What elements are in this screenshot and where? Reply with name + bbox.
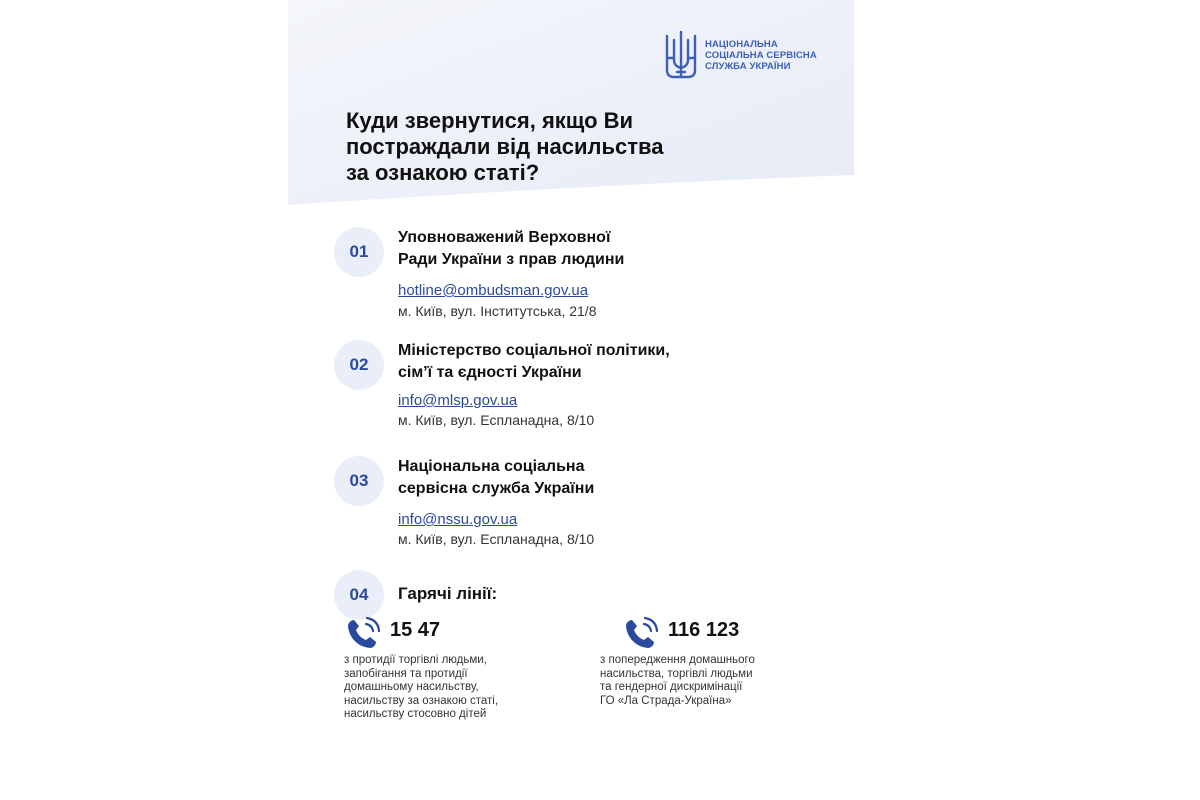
phone-ringing-icon (344, 614, 384, 652)
trident-emblem-icon (664, 30, 698, 82)
item-number-badge: 02 (334, 340, 384, 390)
logo-line: СОЦІАЛЬНА СЕРВІСНА (705, 50, 817, 61)
logo-text (705, 39, 817, 72)
address-text: м. Київ, вул. Інститутська, 21/8 (398, 303, 597, 319)
organization-name (398, 340, 818, 384)
description-line: насильству за ознакою статі, (344, 694, 499, 707)
email-link[interactable]: info@nssu.gov.ua (398, 511, 518, 528)
hotline-description (344, 654, 498, 722)
title-line: Куди звернутися, якщо Ви (346, 108, 634, 133)
description-line: з попередження домашнього (600, 654, 755, 666)
title-line: постраждали від насильства (346, 134, 664, 159)
info-poster (288, 0, 854, 800)
hotline-description (600, 654, 755, 708)
item-number-badge: 03 (334, 456, 384, 506)
page-title (346, 108, 766, 186)
item-number-badge: 01 (334, 227, 384, 277)
description-line: насильства, торгівлі людьми (600, 667, 753, 680)
organization-line: сервісна служба України (398, 480, 595, 497)
organization-line: Міністерство соціальної політики, (398, 342, 670, 359)
organization-name (398, 456, 818, 500)
address-text: м. Київ, вул. Еспланадна, 8/10 (398, 412, 595, 428)
organization-line: Уповноважений Верховної (398, 229, 611, 246)
description-line: ГО «Ла Страда-Україна» (600, 694, 732, 707)
hotline-number[interactable]: 15 47 (390, 619, 441, 641)
organization-name (398, 227, 818, 271)
description-line: домашньому насильству, (344, 681, 479, 693)
logo-line: НАЦІОНАЛЬНА (705, 39, 778, 50)
title-line: за ознакою статі? (346, 160, 540, 185)
hotline-116123 (600, 614, 840, 724)
logo-line: СЛУЖБА УКРАЇНИ (705, 61, 791, 72)
address-text: м. Київ, вул. Еспланадна, 8/10 (398, 531, 595, 547)
nssu-logo (664, 30, 817, 82)
hotlines-title: Гарячі лінії: (398, 584, 498, 603)
description-line: та гендерної дискримінації (600, 681, 743, 693)
organization-line: сім’ї та єдності України (398, 364, 582, 381)
hotline-number[interactable]: 116 123 (668, 619, 740, 641)
organization-line: Ради України з прав людини (398, 251, 625, 268)
description-line: насильству стосовно дітей (344, 708, 487, 720)
email-link[interactable]: hotline@ombudsman.gov.ua (398, 282, 589, 299)
organization-line: Національна соціальна (398, 458, 585, 475)
item-number-badge: 04 (334, 570, 384, 620)
email-link[interactable]: info@mlsp.gov.ua (398, 392, 518, 409)
description-line: запобігання та протидії (344, 667, 468, 680)
hotline-1547 (344, 614, 564, 744)
phone-ringing-icon (622, 614, 662, 652)
description-line: з протидії торгівлі людьми, (344, 654, 487, 666)
